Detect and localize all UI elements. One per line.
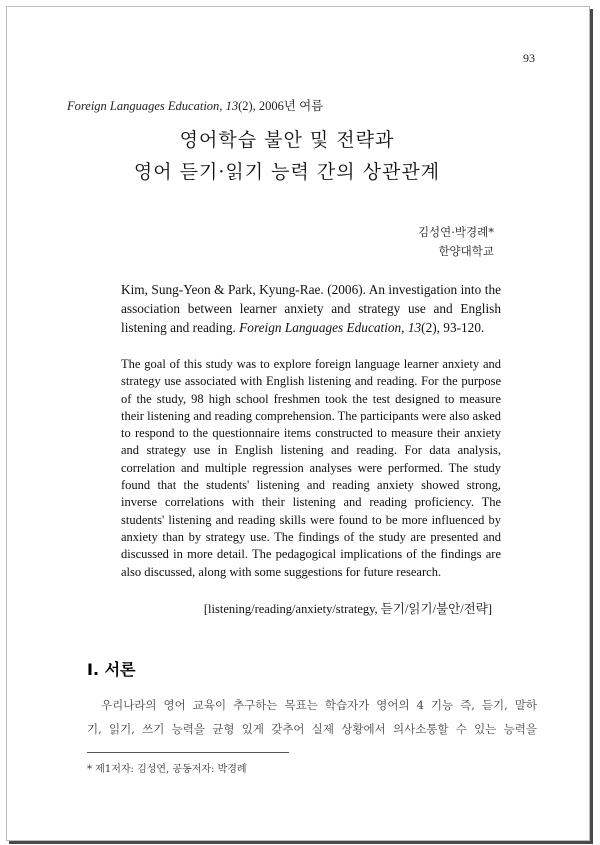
footnote: * 제1저자: 김성연, 공동저자: 박경례: [87, 764, 247, 775]
citation-block: [121, 280, 501, 337]
body-line-2: 기, 읽기, 쓰기 능력을 균형 있게 갖추어 실제 상황에서 의사소통할 수 있는 능력을: [87, 722, 537, 736]
paper-title-line-1: 영어학습 불안 및 전략과: [179, 129, 395, 151]
citation-pages: (2), 93-120.: [421, 320, 485, 335]
journal-header: [67, 96, 323, 114]
body-line-1: 우리나라의 영어 교육이 추구하는 목표는 학습자가 영어의 4 기능 즉, 듣기, 말하: [101, 698, 537, 712]
paper-title-line-2: 영어 듣기·읽기 능력 간의 상관관계: [133, 161, 441, 183]
citation-text: Kim, Sung-Yeon & Park, Kyung-Rae. (2006). An investigation into the association between learner anxiety and strategy use and English listening and reading.: [121, 282, 501, 335]
introduction-paragraph: [87, 693, 537, 741]
citation-journal: Foreign Languages Education, 13: [239, 320, 422, 335]
author-names: 김성연·박경례*: [417, 225, 494, 239]
journal-name: Foreign Languages Education,: [67, 99, 223, 113]
abstract: The goal of this study was to explore foreign language learner anxiety and strategy use associated with English listening and reading. For the purpose of the study, 98 high school freshmen took the test designed to measure their listening and reading comprehension. The participants were also asked to respond to the questionnaire items constructed to measure their anxiety and strategy use in English listening and reading. For data analysis, correlation and multiple regression analyses were performed. The study found that the students' listening and reading anxiety showed strong, inverse correlations with their listening and reading proficiency. The students' listening and reading skills were found to be more influenced by anxiety than by strategy use. The findings of the study are presented and discussed in more detail. The pedagogical implications of the findings are also discussed, along with some suggestions for future research.: [121, 357, 501, 579]
page-number: 93: [523, 51, 535, 65]
author-affiliation: 한양대학교: [438, 244, 494, 258]
keywords: [listening/reading/anxiety/strategy, 듣기/읽기/불안/전략]: [203, 602, 492, 616]
document-page: [6, 6, 590, 841]
journal-volume: 13: [225, 99, 239, 113]
journal-issue: (2), 2006년 여름: [238, 99, 324, 113]
footnote-divider: [87, 752, 289, 753]
section-heading-introduction: Ⅰ. 서론: [87, 660, 136, 679]
